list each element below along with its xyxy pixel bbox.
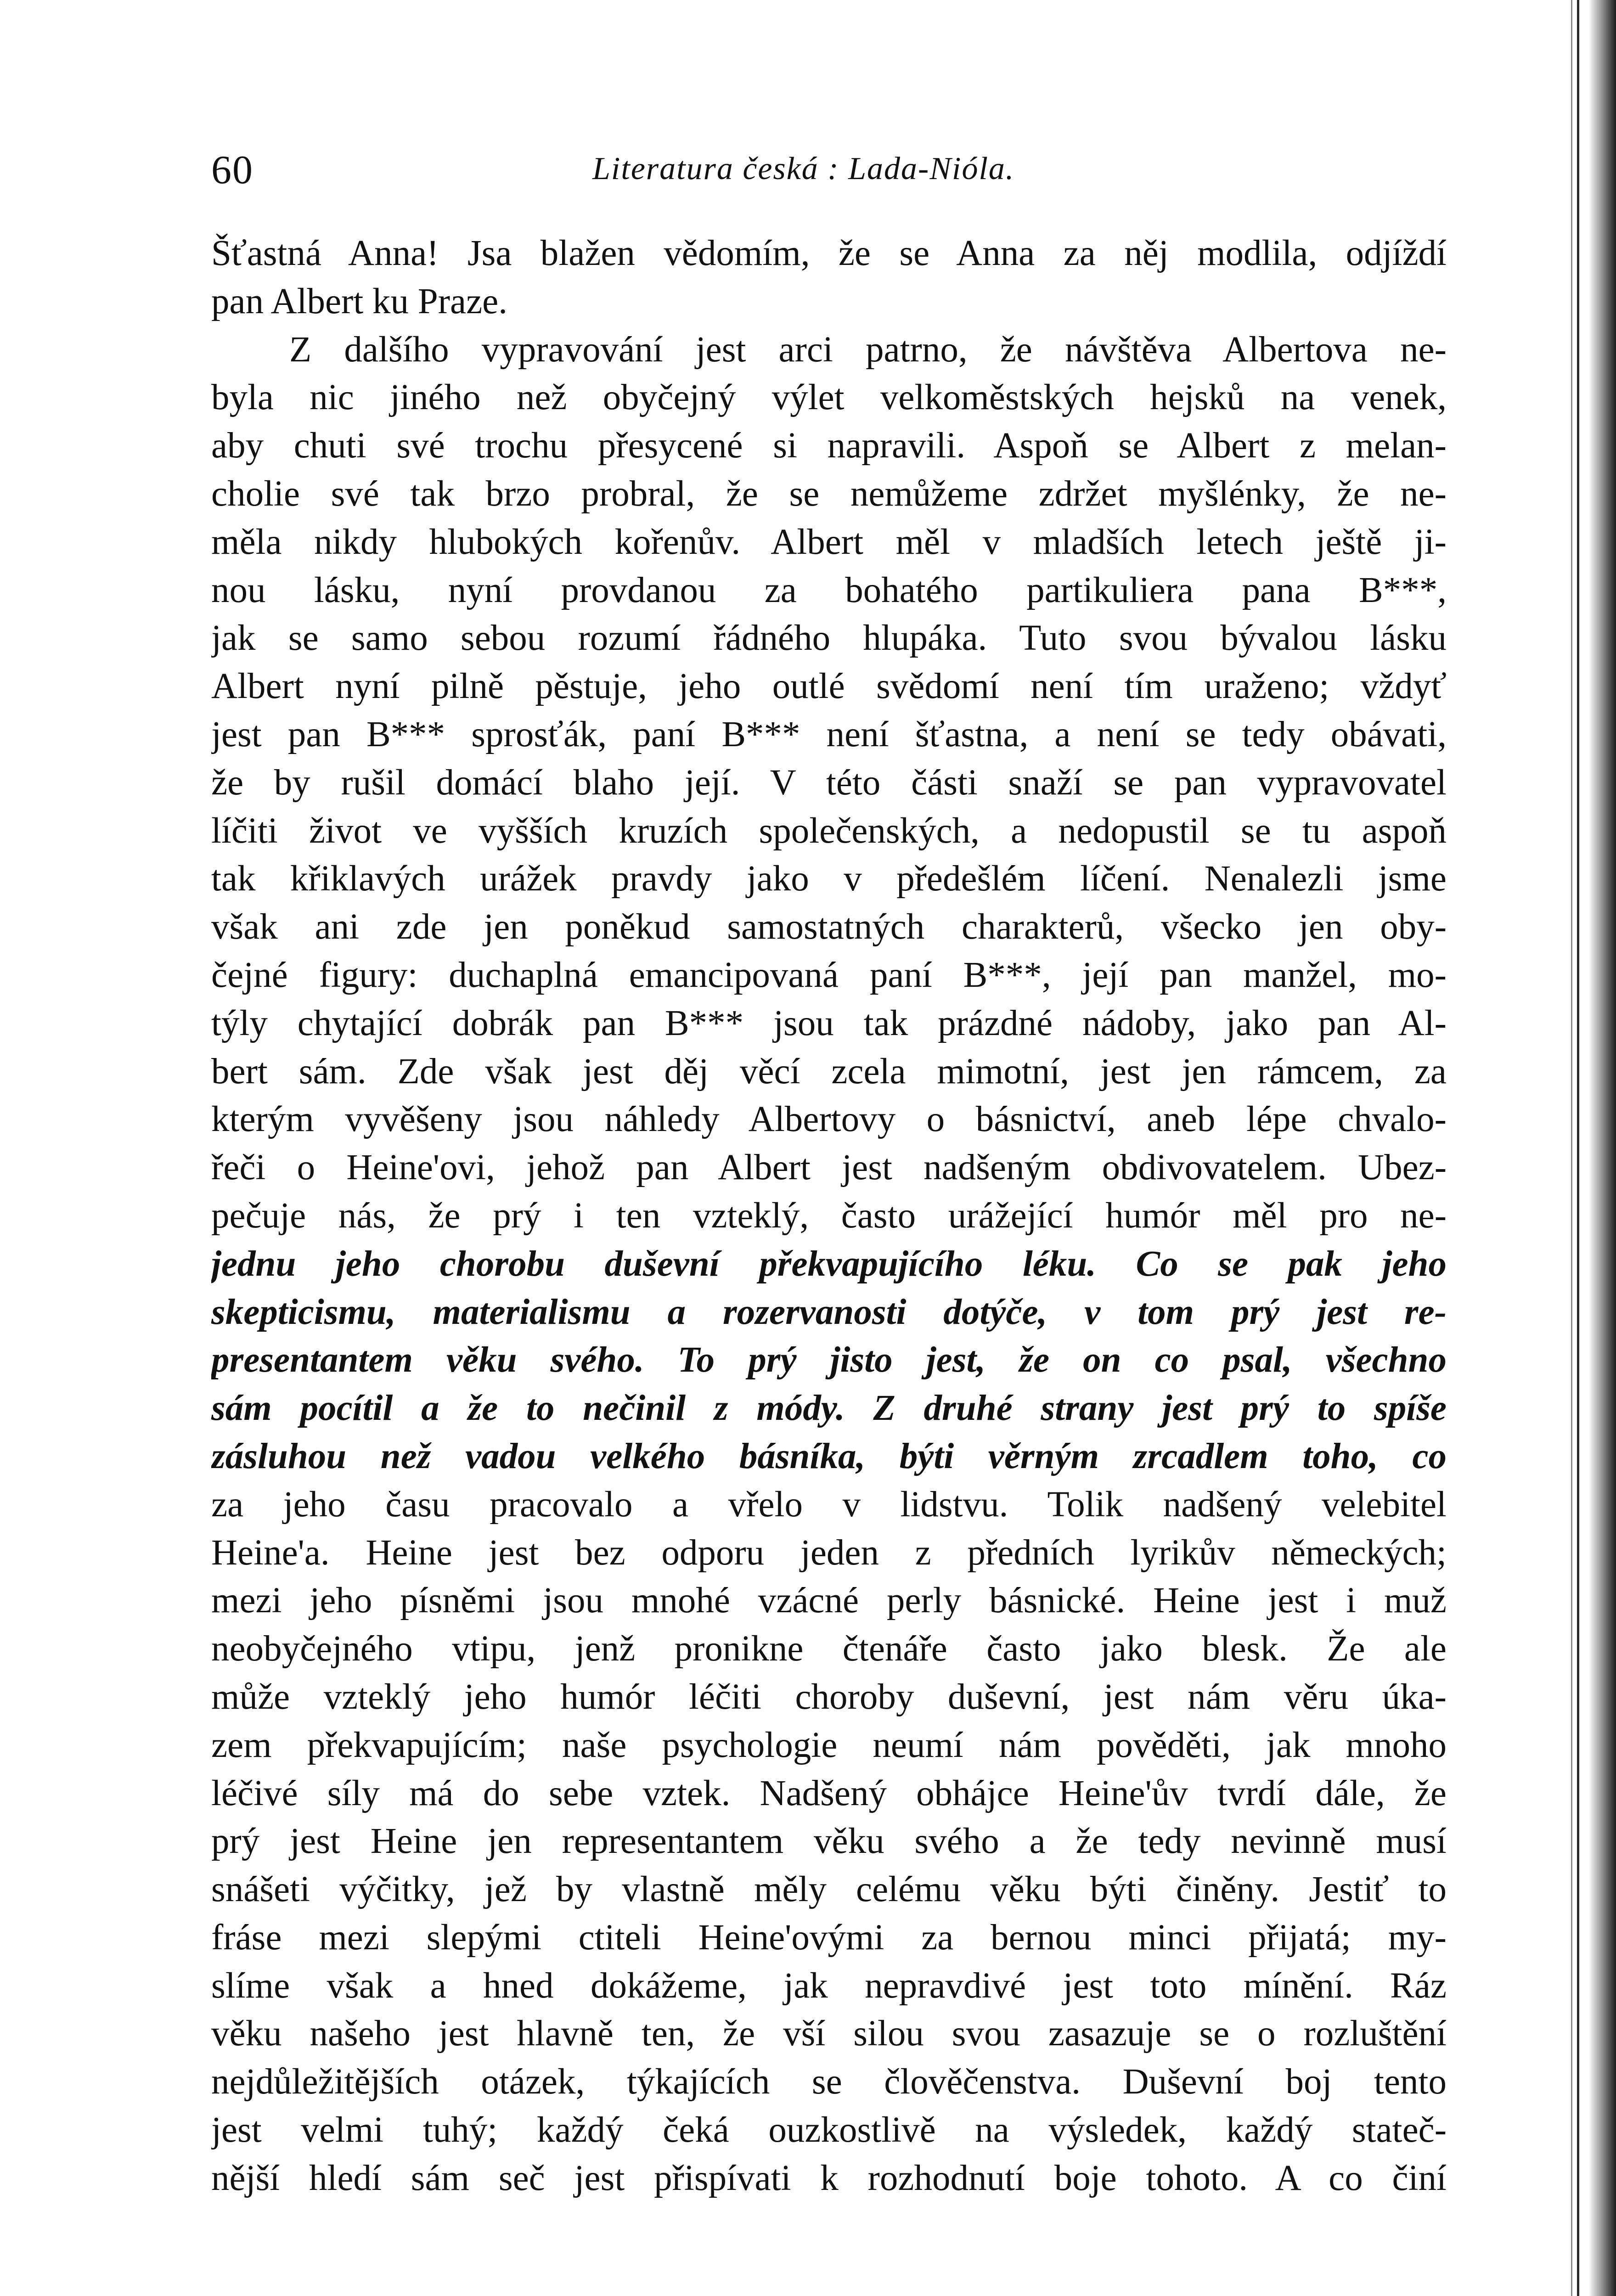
text-line: Šťastná Anna! Jsa blažen vědomím, že se Anna za něj modlila, odjíždí xyxy=(211,233,1447,273)
page-header xyxy=(211,147,1451,211)
text-line: měla nikdy hlubokých kořenův. Albert měl v mladších letech ještě ji- xyxy=(211,522,1447,562)
text-line-emphasis: sám pocítil a že to nečinil z módy. Z druhé strany jest prý to spíše xyxy=(211,1388,1447,1429)
running-title: Literatura česká : Lada-Nióla. xyxy=(592,151,1015,186)
text-line: Z dalšího vypravování jest arci patrno, že návštěva Albertova ne- xyxy=(289,329,1447,370)
scan-edge-line-inner xyxy=(1571,0,1572,2296)
text-line-emphasis: presentantem věku svého. To prý jisto jest, že on co psal, všechno xyxy=(211,1340,1447,1380)
text-line: prý jest Heine jen representantem věku svého a že tedy nevinně musí xyxy=(211,1821,1447,1862)
text-line-emphasis: zásluhou než vadou velkého básníka, býti věrným zrcadlem toho, co xyxy=(211,1436,1447,1476)
body-text xyxy=(211,230,1447,2203)
text-line: za jeho času pracovalo a vřelo v lidstvu. Tolik nadšený velebitel xyxy=(211,1484,1447,1525)
text-line: neobyčejného vtipu, jenž pronikne čtenáře často jako blesk. Že ale xyxy=(211,1629,1447,1669)
text-line: tak křiklavých urážek pravdy jako v předešlém líčení. Nenalezli jsme xyxy=(211,859,1447,899)
text-line: řeči o Heine'ovi, jehož pan Albert jest nadšeným obdivovatelem. Ubez- xyxy=(211,1148,1447,1188)
text-line: bert sám. Zde však jest děj věcí zcela mimotní, jest jen rámcem, za xyxy=(211,1051,1447,1092)
text-line: aby chuti své trochu přesycené si napravili. Aspoň se Albert z melan- xyxy=(211,426,1447,466)
text-line: jest pan B*** sprosťák, paní B*** není šťastna, a není se tedy obávati, xyxy=(211,714,1447,754)
text-line: nější hledí sám seč jest přispívati k rozhodnutí boje tohoto. A co činí xyxy=(211,2158,1447,2198)
text-line: fráse mezi slepými ctiteli Heine'ovými za bernou minci přijatá; my- xyxy=(211,1917,1447,1958)
text-line: byla nic jiného než obyčejný výlet velkoměstských hejsků na venek, xyxy=(211,377,1447,418)
text-line: cholie své tak brzo probral, že se nemůžeme zdržet myšlénky, že ne- xyxy=(211,473,1447,514)
scan-edge-line xyxy=(1577,0,1579,2296)
text-line-emphasis: jednu jeho chorobu duševní překvapujícího léku. Co se pak jeho xyxy=(211,1244,1447,1284)
text-line: že by rušil domácí blaho její. V této části snaží se pan vypravovatel xyxy=(211,762,1447,803)
text-line: slíme však a hned dokážeme, jak nepravdivé jest toto mínění. Ráz xyxy=(211,1965,1447,2006)
text-line: zem překvapujícím; naše psychologie neumí nám pověděti, jak mnoho xyxy=(211,1725,1447,1765)
text-line: týly chytající dobrák pan B*** jsou tak prázdné nádoby, jako pan Al- xyxy=(211,1003,1447,1043)
text-line: léčivé síly má do sebe vztek. Nadšený obhájce Heine'ův tvrdí dále, že xyxy=(211,1773,1447,1813)
text-line: však ani zde jen poněkud samostatných charakterů, všecko jen oby- xyxy=(211,907,1447,947)
page-number: 60 xyxy=(211,148,253,192)
text-line: kterým vyvěšeny jsou náhledy Albertovy o básnictví, aneb lépe chvalo- xyxy=(211,1099,1447,1140)
text-line: může vzteklý jeho humór léčiti choroby duševní, jest nám věru úka- xyxy=(211,1677,1447,1717)
text-line: čejné figury: duchaplná emancipovaná paní B***, její pan manžel, mo- xyxy=(211,955,1447,995)
text-line: jest velmi tuhý; každý čeká ouzkostlivě na výsledek, každý stateč- xyxy=(211,2110,1447,2150)
text-line: Heine'a. Heine jest bez odporu jeden z předních lyrikův německých; xyxy=(211,1532,1447,1573)
text-line: věku našeho jest hlavně ten, že vší silou svou zasazuje se o rozluštění xyxy=(211,2014,1447,2054)
scan-edge-shadow xyxy=(1588,0,1616,2296)
text-line: nou lásku, nyní provdanou za bohatého partikuliera pana B***, xyxy=(211,570,1447,610)
text-line: Albert nyní pilně pěstuje, jeho outlé svědomí není tím uraženo; vždyť xyxy=(211,666,1447,707)
text-line: pan Albert ku Praze. xyxy=(211,281,507,321)
text-line: pečuje nás, že prý i ten vzteklý, často urážející humór měl pro ne- xyxy=(211,1195,1447,1236)
text-line: jak se samo sebou rozumí řádného hlupáka. Tuto svou bývalou lásku xyxy=(211,618,1447,658)
text-line: líčiti život ve vyšších kruzích společenských, a nedopustil se tu aspoň xyxy=(211,810,1447,851)
text-line: snášeti výčitky, jež by vlastně měly celému věku býti činěny. Jestiť to xyxy=(211,1869,1447,1910)
text-line: nejdůležitějších otázek, týkajících se člověčenstva. Duševní boj tento xyxy=(211,2062,1447,2102)
text-line: mezi jeho písněmi jsou mnohé vzácné perly básnické. Heine jest i muž xyxy=(211,1581,1447,1621)
text-line-emphasis: skepticismu, materialismu a rozervanosti dotýče, v tom prý jest re- xyxy=(211,1292,1447,1332)
